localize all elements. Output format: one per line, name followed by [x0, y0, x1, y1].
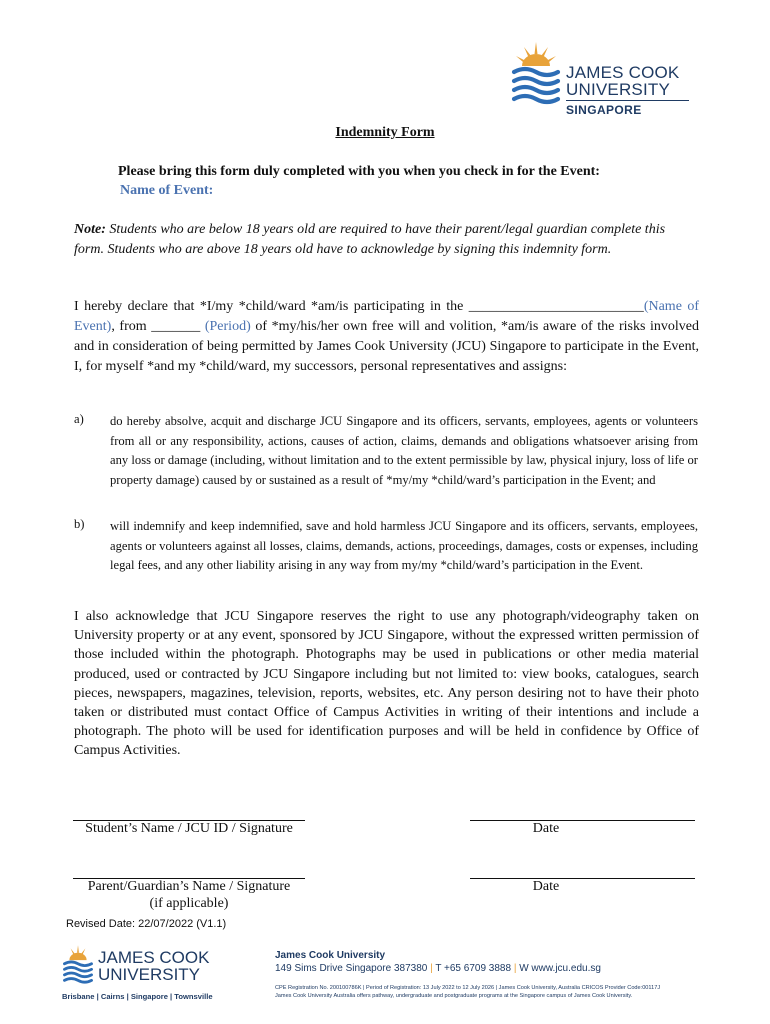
declaration-part-1: I hereby declare that *I/my *child/ward *am/is participating in the _________________________ [74, 299, 644, 314]
footer-phone: T +65 6709 3888 [435, 963, 512, 974]
footer-campuses: Brisbane | Cairns | Singapore | Townsville [62, 992, 213, 1001]
form-title: Indemnity Form [335, 125, 435, 140]
jcu-sun-waves-icon [510, 40, 562, 108]
logo-campus: SINGAPORE [566, 103, 642, 117]
event-name-label: Name of Event: [120, 183, 214, 198]
photo-acknowledgement-paragraph: I also acknowledge that JCU Singapore reserves the right to use any photograph/videography taken on University property or at any event, sponsored by JCU Singapore, without the expressed written permission of those included within the photograph. Photographs may be used in publications or other media material produced, used or contracted by JCU Singapore including but not limited to: view books, catalogues, search pieces, newspapers, magazines, television, reports, websites, etc. Any person desiring not to have their photo taken or distributed must contact Office of Campus Activities in writing of their intentions and include a photograph. The photo will be used for identification purposes and will be held in confidence by Office of Campus Activities. [74, 609, 699, 759]
logo-line-2: UNIVERSITY [566, 80, 671, 99]
student-date-label: Date [532, 821, 560, 836]
footer-logo-line-2: UNIVERSITY [98, 965, 201, 984]
note-text: Students who are below 18 years old are required to have their parent/legal guardian complete this form. Students who are above 18 years old have to acknowledge by signing this indemnity form. [74, 222, 666, 257]
footer-address: 149 Sims Drive Singapore 387380 [275, 963, 428, 974]
declaration-event-placeholder: (Name of Event) [74, 299, 699, 334]
note-label: Note: [74, 222, 106, 237]
jcu-sun-waves-icon [62, 943, 94, 987]
footer-programs-note: James Cook University Australia offers pathway, undergraduate and postgraduate programs at the Singapore campus of James Cook University. [275, 993, 633, 999]
footer-address-line: 149 Sims Drive Singapore 387380 | T +65 6709 3888 | W www.jcu.edu.sg [275, 963, 601, 974]
declaration-period-placeholder: (Period) [204, 319, 251, 334]
clause-a-label: a) [74, 412, 84, 426]
note-paragraph [74, 220, 674, 260]
logo-wordmark [566, 64, 679, 98]
footer-jcu-logo [62, 943, 222, 1005]
footer-website-link[interactable]: W www.jcu.edu.sg [519, 963, 601, 974]
footer-cpe-registration: CPE Registration No. 200100786K | Period of Registration: 13 July 2022 to 12 July 2026 | James Cook University, Australia CRICOS Provider Code:00117J [275, 985, 661, 991]
footer-logo-line-1: JAMES COOK [98, 948, 210, 967]
logo-rule [566, 100, 689, 101]
logo-line-1: JAMES COOK [566, 63, 680, 82]
footer-contact-info [275, 950, 660, 1000]
clause-b-text: will indemnify and keep indemnified, save and hold harmless JCU Singapore and its officers, servants, employees, agents or volunteers against all losses, claims, demands, actions, proceedings, damages, costs or expenses, including legal fees, and any other liability arising in any way from my/my *child/ward’s participation in the Event. [110, 519, 698, 573]
declaration-part-2: , from _______ [111, 319, 205, 334]
parent-date-label: Date [532, 879, 560, 894]
clause-a-text: do hereby absolve, acquit and discharge JCU Singapore and its officers, servants, employees, agents or volunteers from all or any responsibility, actions, causes of action, claims, demands and obligations whatsoever arising from any loss or damage (including, without limitation and to the extent permissible by law, physical injury, loss of life or property damage) caused by or sustained as a result of *my/my *child/ward’s participation in the Event; and [110, 414, 698, 487]
declaration-paragraph [74, 297, 699, 377]
student-signature-label: Student’s Name / JCU ID / Signature [85, 821, 293, 836]
footer-logo-wordmark [98, 949, 209, 983]
footer-university-name: James Cook University [275, 950, 386, 961]
jcu-singapore-logo [510, 40, 695, 118]
revised-date: Revised Date: 22/07/2022 (V1.1) [66, 918, 227, 930]
declaration-part-3: of *my/his/her own free will and volition, *am/is aware of the risks involved and in consideration of being permitted by James Cook University (JCU) Singapore to participate in the Event, I, for myself *and my *child/ward, my successors, personal representatives and assigns: [74, 319, 699, 374]
parent-signature-note: (if applicable) [149, 896, 229, 911]
clause-b-label: b) [74, 517, 85, 531]
form-instruction: Please bring this form duly completed with you when you check in for the Event: [118, 164, 600, 179]
parent-signature-label: Parent/Guardian’s Name / Signature [87, 879, 291, 894]
